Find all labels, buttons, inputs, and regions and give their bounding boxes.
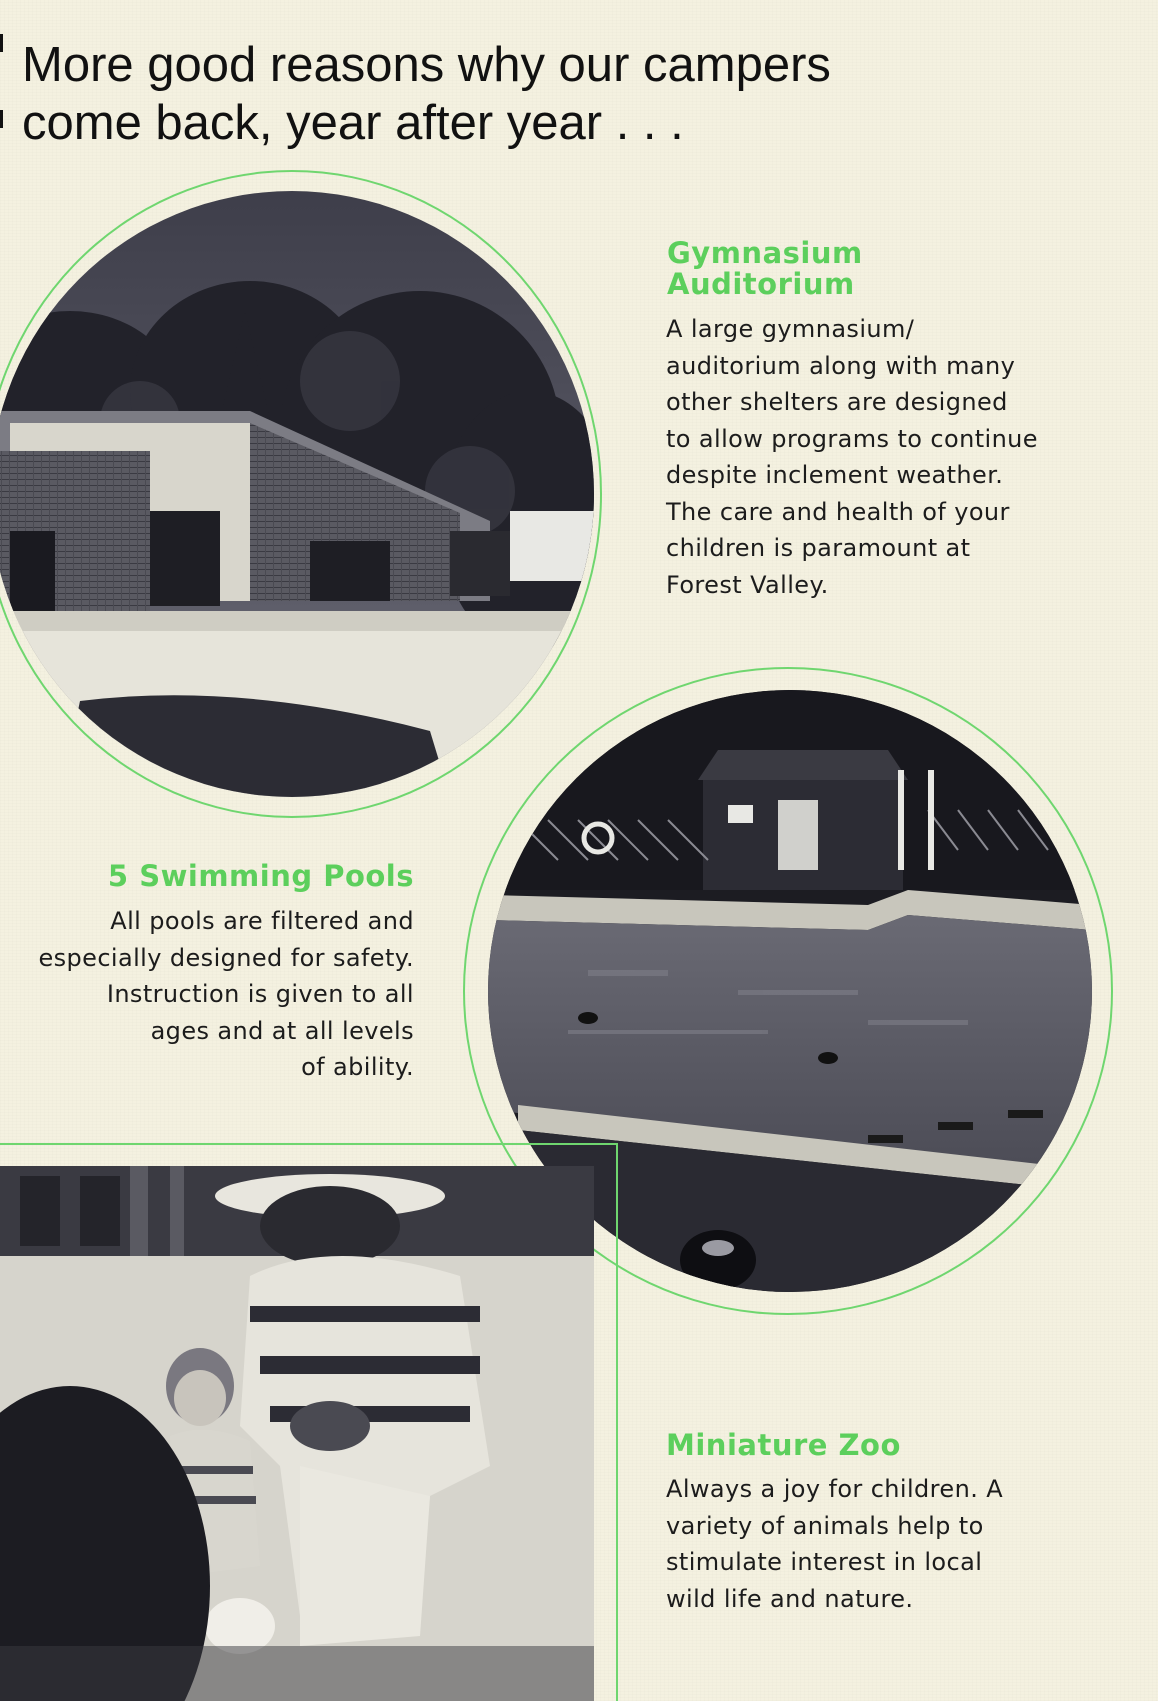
pools-title-text: 5 Swimming Pools	[107, 859, 414, 893]
pools-text-line: Instruction is given to all	[106, 980, 414, 1008]
gymnasium-title-line-2: Auditorium	[667, 267, 855, 301]
gymnasium-description	[666, 311, 1038, 603]
page-headline	[22, 36, 1022, 152]
pools-title	[0, 861, 414, 892]
gymnasium-photo	[0, 191, 594, 797]
zoo-text-line: Always a joy for children. A	[666, 1475, 1004, 1503]
headline-line-2: come back, year after year . . .	[22, 96, 684, 150]
gymnasium-building-illustration	[0, 191, 594, 797]
pools-text-line: of ability.	[301, 1053, 414, 1081]
zoo-text-line: variety of animals help to	[666, 1511, 984, 1540]
pools-text-line: ages and at all levels	[150, 1016, 414, 1045]
gymnasium-text-line: children is paramount at	[666, 534, 971, 562]
gymnasium-title	[667, 238, 863, 300]
zoo-text-line: wild life and nature.	[666, 1584, 914, 1613]
gymnasium-text-line: despite inclement weather.	[666, 461, 1004, 489]
pools-description	[0, 903, 414, 1086]
gymnasium-text-line: other shelters are designed	[666, 388, 1008, 416]
gymnasium-text-line: auditorium along with many	[666, 351, 1016, 380]
pools-text-line: especially designed for safety.	[38, 943, 414, 972]
zoo-description	[666, 1471, 1003, 1617]
zoo-title-text: Miniature Zoo	[666, 1428, 901, 1462]
gymnasium-text-line: The care and health of your	[666, 497, 1010, 526]
headline-line-1: More good reasons why our campers	[22, 38, 831, 92]
gymnasium-text-line: to allow programs to continue	[666, 424, 1038, 453]
zoo-text-line: stimulate interest in local	[666, 1548, 983, 1576]
pools-text-line: All pools are filtered and	[110, 907, 414, 935]
zoo-title	[666, 1430, 901, 1461]
gymnasium-text-line: A large gymnasium/	[666, 315, 915, 343]
gymnasium-title-line-1: Gymnasium	[667, 236, 863, 270]
zoo-photo	[0, 1166, 594, 1701]
margin-mark	[0, 34, 3, 52]
zoo-children-illustration	[0, 1166, 594, 1701]
margin-mark	[0, 110, 3, 128]
gymnasium-text-line: Forest Valley.	[666, 570, 829, 599]
